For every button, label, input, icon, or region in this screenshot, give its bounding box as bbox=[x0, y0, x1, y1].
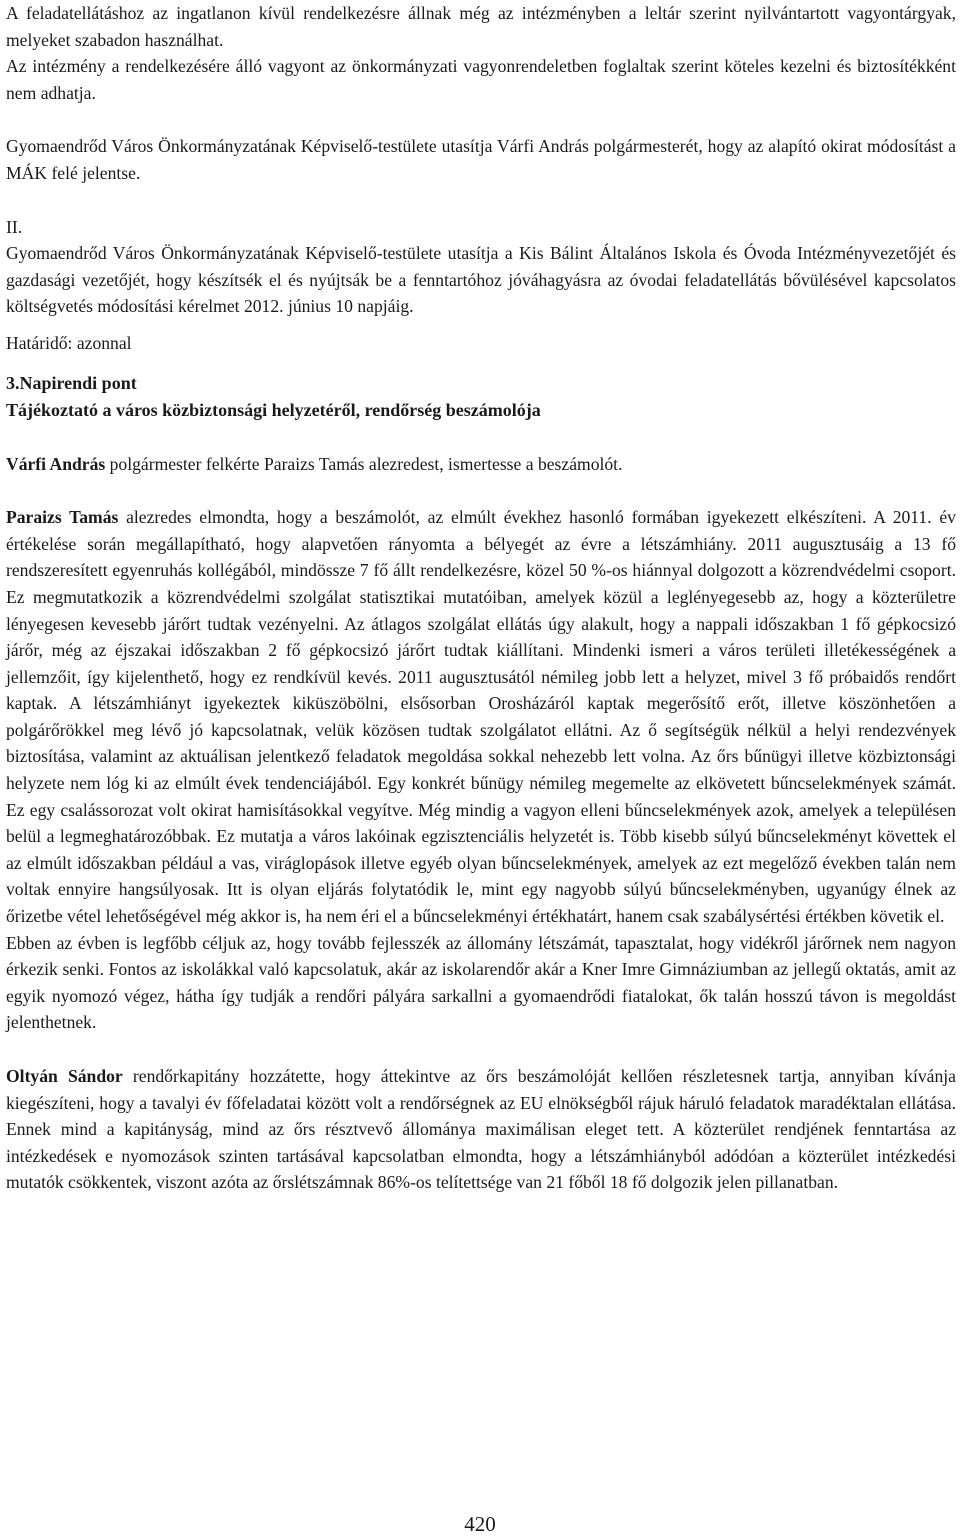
deadline-line: Határidő: azonnal bbox=[6, 332, 132, 353]
paragraph-resolution-ii: Gyomaendrőd Város Önkormányzatának Képviselő-testülete utasítja a Kis Bálint Általános Iskola és Óvoda Intézményvezetőjét és gazdasági vezetőjét, hogy készítsék el és nyújtsák be a fenntartóhoz jóváhagyásra az óvodai feladatellátás bővülésével kapcsolatos költségvetés módosítási kérelmet 2012. június 10 napjáig. bbox=[6, 243, 956, 317]
speech-paraizs bbox=[6, 504, 956, 930]
paragraph-assets: A feladatellátáshoz az ingatlanon kívül rendelkezésre állnak még az intézményben a leltár szerint nyilvántartott vagyontárgyak, melyeket szabadon használhat. bbox=[6, 3, 956, 50]
paragraph-resolution-i: Gyomaendrőd Város Önkormányzatának Képviselő-testülete utasítja Várfi András polgármesterét, hogy az alapító okirat módosítást a MÁK felé jelentse. bbox=[6, 136, 956, 183]
speech-varfi bbox=[6, 451, 956, 478]
agenda-title: Tájékoztató a város közbiztonsági helyzetéről, rendőrség beszámolója bbox=[6, 399, 541, 420]
speaker-paraizs: Paraizs Tamás bbox=[6, 507, 119, 528]
speech-paraizs-continuation: Ebben az évben is legfőbb céljuk az, hogy tovább fejlesszék az állomány létszámát, tapasztalat, hogy vidékről járőrnek nem nagyon érkezik senki. Fontos az iskolákkal való kapcsolatuk, akár az iskolarendőr akár a Kner Imre Gimnáziumban az jellegű oktatás, amit az egyik nyomozó végez, hátha így tudják a rendőri pályára sarkallni a gyomaendrődi fiatalokat, ők talán hosszú távon is megoldást jelenthetnek. bbox=[6, 932, 956, 1033]
speech-varfi-text: polgármester felkérte Paraizs Tamás alezredest, ismertesse a beszámolót. bbox=[105, 453, 623, 474]
page-number: 420 bbox=[464, 1512, 496, 1536]
paragraph-asset-management: Az intézmény a rendelkezésére álló vagyont az önkormányzati vagyonrendeletben foglaltak szerint köteles kezelni és biztosítékként nem adhatja. bbox=[6, 56, 956, 103]
agenda-number: 3.Napirendi pont bbox=[6, 372, 137, 393]
speech-oltyan bbox=[6, 1063, 956, 1196]
document-page bbox=[6, 0, 956, 1196]
speaker-varfi: Várfi András bbox=[6, 453, 106, 474]
speech-oltyan-text: rendőrkapitány hozzátette, hogy áttekintve az őrs beszámolóját kellően részletesnek tartja, annyiban kívánja kiegészíteni, hogy a tavalyi év főfeladatai között volt a rendőrségnek az EU elnökségből rájuk háruló feladatok maradéktalan ellátása. Ennek mind a kapitányság, mind az őrs résztvevő állománya maximálisan eleget tett. A közterület rendjének fenntartása az intézkedések e nyomozások szinten tartásával kapcsolatban elmondta, hogy a létszámhiányból adódóan a közterület intézkedési mutatók csökkentek, viszont azóta az őrslétszámnak 86%-os telítettsége van 21 főből 18 fő dolgozik jelen pillanatban. bbox=[6, 1066, 956, 1193]
speech-paraizs-text: alezredes elmondta, hogy a beszámolót, az elmúlt évekhez hasonló formában igyekezett elkészíteni. A 2011. év értékelése során megállapítható, hogy alapvetően rányomta a bélyegét az évre a létszámhiány. 2011 augusztusáig a 13 fő rendszeresített egyenruhás kollégából, mindössze 7 fő állt rendelkezésre, közel 50 %-os hiánnyal dolgozott a közrendvédelmi csoport. Ez megmutatkozik a közrendvédelmi szolgálat statisztikai mutatóiban, amelyek közül a leglényegesebb az, hogy a közterületre lényegesen kevesebb járőrt tudtak vezényelni. Az átlagos szolgálat ellátás úgy alakult, hogy a nappali időszakban 1 fő gépkocsizó járőr, még az éjszakai időszakban 2 fő gépkocsizó járőrt tudtak kiállítani. Mindenki ismeri a város területi illetékességének a jellemzőit, így kijelenthető, hogy ez rendkívül kevés. 2011 augusztusától némileg jobb lett a helyzet, mivel 3 fő próbaidős rendőrt kaptak. A létszámhiányt igyekeztek kiküszöbölni, elsősorban Orosházáról kaptak megerősítő erőt, illetve köszönhetően a polgárőrökkel meg lévő jó kapcsolatnak, velük közösen tudtak szolgálatot ellátni. Az ő segítségük nélkül a helyi rendezvények biztosítása, valamint az aktuálisan jelentkező feladatok megoldása sokkal nehezebb lett volna. Az őrs bűnügyi illetve közbiztonsági helyzete nem lóg ki az elmúlt évek tendenciájából. Egy konkrét bűnügy némileg megemelte az elkövetett bűncselekmények számát. Ez egy csalássorozat volt okirat hamisításokkal vegyítve. Még mindig a vagyon elleni bűncselekmények azok, amelyek a településen belül a legmeghatározóbbak. Ez mutatja a város lakóinak egzisztenciális helyzetét is. Több kisebb súlyú bűncselekményt követtek el az elmúlt időszakban például a vas, viráglopások illetve egyéb olyan bűncselekmények, amelyek az ezt megelőző években talán nem voltak ennyire hangsúlyosak. Itt is olyan eljárás folytatódik le, mint egy nagyobb súlyú bűncselekményben, ugyanúgy élnek az őrizetbe vétel lehetőségével még akkor is, ha nem éri el a bűncselekményi értékhatárt, hanem csak szabálysértési értékben követik el. bbox=[6, 507, 956, 927]
speaker-oltyan: Oltyán Sándor bbox=[6, 1066, 123, 1086]
section-number-ii: II. bbox=[6, 216, 23, 237]
